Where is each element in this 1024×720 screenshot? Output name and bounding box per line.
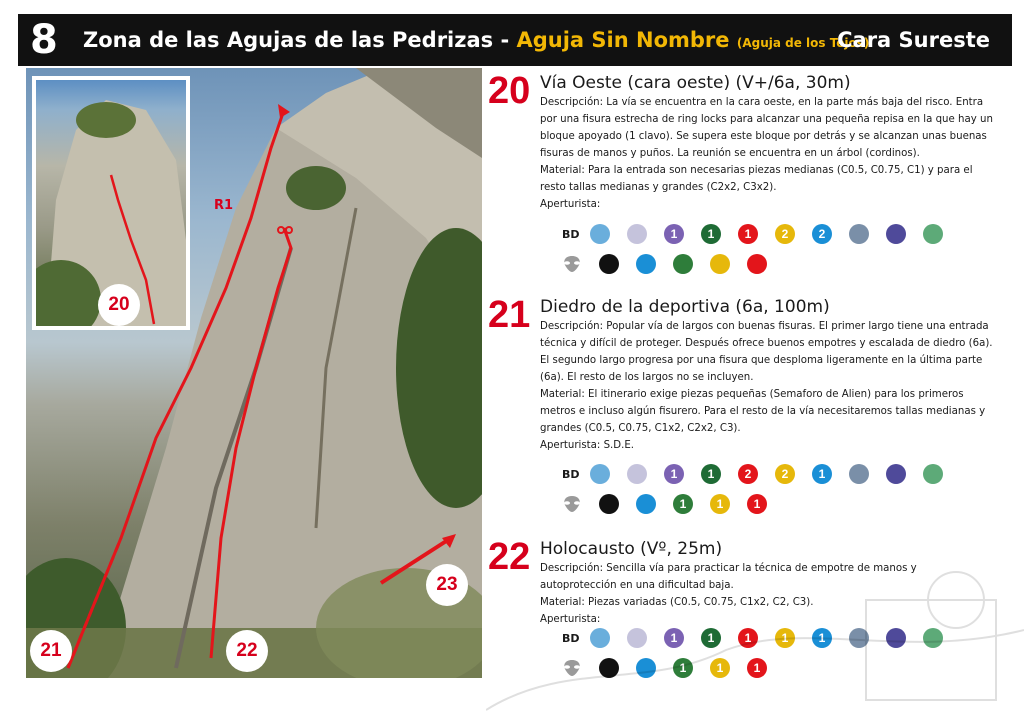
bd-cam-icon: 2	[775, 464, 795, 484]
route-number: 22	[488, 536, 531, 578]
alien-cam-icon	[636, 254, 656, 274]
bd-label: BD	[562, 227, 580, 241]
alien-cam-icon: 1	[710, 658, 730, 678]
bd-cam-icon: 1	[701, 224, 721, 244]
bd-cam-icon	[886, 464, 906, 484]
route-aperturista: Aperturista:	[540, 199, 601, 210]
route-section-20	[488, 72, 998, 282]
alien-head-icon	[562, 255, 582, 273]
sketch-line	[486, 630, 1024, 710]
route-aperturista: Aperturista: S.D.E.	[540, 440, 635, 451]
bd-cam-icon: 1	[738, 224, 758, 244]
alien-cam-row	[562, 252, 784, 276]
alien-cam-icon	[747, 254, 767, 274]
route-title: Diedro de la deportiva (6a, 100m)	[540, 297, 830, 317]
page-header	[18, 14, 1012, 66]
title-separator: -	[500, 28, 510, 52]
bd-cam-icon	[627, 464, 647, 484]
bd-cam-icon: 2	[812, 224, 832, 244]
face-name: Cara Sureste	[837, 28, 990, 52]
bd-cam-icon: 2	[775, 224, 795, 244]
zone-name: Zona de las Agujas de las Pedrizas	[83, 28, 494, 52]
bd-cam-icon: 1	[812, 464, 832, 484]
bd-cam-icon: 1	[701, 628, 721, 648]
bd-cam-icon	[849, 464, 869, 484]
bush-top	[286, 166, 346, 210]
alien-cam-icon: 1	[747, 658, 767, 678]
alien-cam-icon	[599, 254, 619, 274]
route-section-21	[488, 294, 998, 511]
bd-cam-icon: 1	[664, 464, 684, 484]
aguja-name: Aguja Sin Nombre	[516, 28, 730, 52]
route-material: Material: El itinerario exige piezas pequeñas (Semaforo de Alien) para los primeros metros e incluso algún fisurero. Para el resto de la vía necesitaremos tallas medianas y grandes (C0.5, C0.75, C1x2, C2x2, C3).	[540, 389, 986, 434]
bd-cam-icon: 1	[664, 628, 684, 648]
route-title: Holocausto (Vº, 25m)	[540, 539, 723, 559]
alien-cam-icon: 1	[710, 494, 730, 514]
sketch-box	[866, 600, 996, 700]
bd-cam-icon	[849, 224, 869, 244]
alien-head-icon	[562, 495, 582, 513]
bd-label: BD	[562, 467, 580, 481]
route-description: Descripción: Sencilla vía para practicar la técnica de empotre de manos y autoprotección en una dificultad baja.	[540, 563, 917, 591]
sector-number: 8	[30, 17, 58, 63]
route-badge-20: 20	[98, 284, 140, 326]
route-material: Material: Para la entrada son necesarias piezas medianas (C0.5, C0.75, C1) y para el resto tallas medianas y grandes (C2x2, C3x2).	[540, 165, 973, 193]
alien-cam-icon	[599, 494, 619, 514]
alien-cam-icon	[673, 254, 693, 274]
bd-cam-icon: 1	[812, 628, 832, 648]
bd-cam-row	[562, 222, 960, 246]
bd-cam-icon	[590, 224, 610, 244]
bd-cam-row	[562, 462, 960, 486]
route-description: Descripción: Popular vía de largos con buenas fisuras. El primer largo tiene una entrada técnica y difícil de proteger. Después ofrece buenos empotres y escalada de diedro (6a). El segundo largo progresa por una fisura que desploma ligeramente en la última parte (6a). El resto de los largos no se incluyen.	[540, 321, 993, 383]
belay-label: R1	[214, 198, 234, 213]
alien-cam-icon	[636, 494, 656, 514]
bd-cam-icon: 1	[738, 628, 758, 648]
tree	[76, 102, 136, 138]
bd-cam-icon	[923, 224, 943, 244]
route-details	[540, 94, 995, 213]
bd-cam-icon	[923, 464, 943, 484]
alien-cam-icon	[710, 254, 730, 274]
bd-cam-icon: 2	[738, 464, 758, 484]
route-badge-22: 22	[226, 630, 268, 672]
bd-cam-icon	[886, 224, 906, 244]
bd-cam-icon	[590, 464, 610, 484]
zone-title	[83, 27, 869, 56]
route-number: 20	[488, 70, 531, 112]
route-badge-23: 23	[426, 564, 468, 606]
alien-cam-icon: 1	[673, 494, 693, 514]
bd-cam-icon: 1	[701, 464, 721, 484]
route-number: 21	[488, 294, 531, 336]
bd-cam-icon	[627, 224, 647, 244]
inset-photo	[32, 76, 190, 330]
bd-label: BD	[562, 631, 580, 645]
alien-cam-icon: 1	[747, 494, 767, 514]
bd-cam-icon: 1	[664, 224, 684, 244]
bd-cam-icon: 1	[775, 628, 795, 648]
alien-cam-row	[562, 492, 784, 516]
aguja-alt-name: (Aguja de los Tejos)	[736, 36, 870, 50]
background-sketch	[486, 560, 1024, 720]
route-material: Material: Piezas variadas (C0.5, C0.75, C1x2, C2, C3).	[540, 597, 814, 608]
route-details	[540, 318, 995, 454]
route-arrowhead	[278, 104, 290, 118]
route-badge-21: 21	[30, 630, 72, 672]
route-description: Descripción: La vía se encuentra en la cara oeste, en la parte más baja del risco. Entra por una fisura estrecha de ring locks para alcanzar una pequeña repisa en la que hay un bloque apoyado (1 clavo). Se supera este bloque por detrás y se alcanzan unas buenas fisuras de manos y puños. La reunión se encuentra en un árbol (cordinos).	[540, 97, 993, 159]
route-title: Vía Oeste (cara oeste) (V+/6a, 30m)	[540, 73, 851, 93]
route-aperturista: Aperturista:	[540, 614, 601, 625]
alien-cam-icon: 1	[673, 658, 693, 678]
